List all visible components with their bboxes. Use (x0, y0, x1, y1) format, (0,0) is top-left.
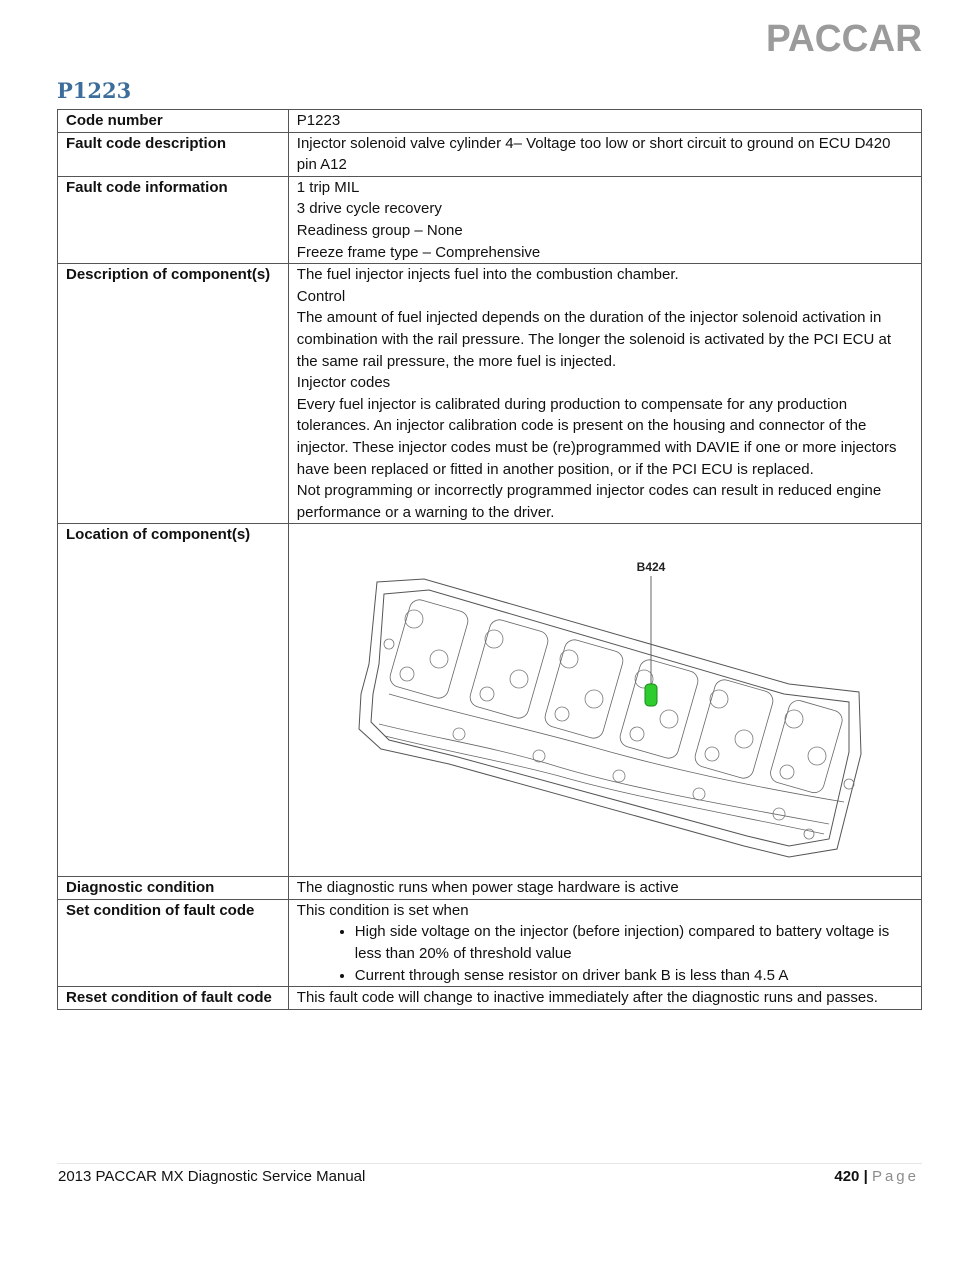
svg-text:PACCAR: PACCAR (766, 18, 922, 58)
paragraph: The fuel injector injects fuel into the combustion chamber. (296, 266, 679, 284)
list-item: • Current through sense resistor on driver bank B is less than 4.5 A (355, 965, 913, 987)
diagnostic-condition-value: The diagnostic runs when power stage hardware is active (288, 877, 921, 900)
page-indicator (834, 1168, 919, 1185)
fault-information-value (288, 176, 921, 263)
row-label: Reset condition of fault code (58, 987, 289, 1010)
callout-label: B424 (636, 560, 666, 575)
info-line: Freeze frame type – Comprehensive (296, 243, 541, 261)
row-label: Location of component(s) (58, 524, 289, 877)
paragraph: Not programming or incorrectly programmed injector codes can result in reduced engine performance or a warning to the driver. (296, 482, 882, 521)
info-line: 1 trip MIL (296, 178, 360, 196)
set-condition-value (288, 899, 921, 986)
component-description-value (288, 264, 921, 524)
row-label: Description of component(s) (58, 264, 289, 524)
location-figure-cell (288, 524, 921, 877)
table-row (58, 110, 922, 133)
subheading: Injector codes (296, 374, 391, 392)
table-row (58, 987, 922, 1010)
paccar-logo (764, 18, 924, 58)
page-number: 420 (834, 1168, 860, 1185)
info-line: 3 drive cycle recovery (296, 200, 442, 218)
subheading: Control (296, 287, 346, 305)
table-row (58, 132, 922, 176)
row-label: Code number (58, 110, 289, 133)
table-row (58, 264, 922, 524)
table-row (58, 899, 922, 986)
row-label: Set condition of fault code (58, 899, 289, 986)
page-word: Page (871, 1168, 919, 1185)
table-row (58, 524, 922, 877)
page-separator: | (863, 1168, 868, 1185)
condition-list (297, 921, 913, 986)
table-row (58, 877, 922, 900)
footer-divider (57, 1163, 922, 1164)
info-line: Readiness group – None (296, 221, 463, 239)
reset-condition-value: This fault code will change to inactive immediately after the diagnostic runs and passes. (288, 987, 921, 1010)
row-label: Diagnostic condition (58, 877, 289, 900)
row-label: Fault code information (58, 176, 289, 263)
injector-highlight (645, 684, 657, 706)
table-row (58, 176, 922, 263)
fault-code-table (57, 109, 922, 1010)
cylinder-head-illustration (289, 524, 922, 876)
paragraph: Every fuel injector is calibrated during production to compensate for any production tolerances. An injector calibration code is present on the housing and connector of the injector. These injector codes must be (re)programmed with DAVIE if one or more injectors have been replaced or fitted in another position, or if the PCI ECU is replaced. (296, 395, 897, 478)
paragraph: The amount of fuel injected depends on the duration of the injector solenoid activation in combination with the rail pressure. The longer the solenoid is activated by the PCI ECU at the same rail pressure, the more fuel is injected. (296, 309, 891, 370)
manual-title: 2013 PACCAR MX Diagnostic Service Manual (58, 1168, 366, 1185)
list-item: • High side voltage on the injector (before injection) compared to battery voltage is less than 20% of threshold value (355, 921, 913, 964)
set-condition-intro: This condition is set when (296, 901, 469, 919)
page-title: P1223 (57, 78, 132, 103)
row-label: Fault code description (58, 132, 289, 176)
code-number-value: P1223 (288, 110, 921, 133)
fault-description-value: Injector solenoid valve cylinder 4– Voltage too low or short circuit to ground on ECU D420 pin A12 (288, 132, 921, 176)
